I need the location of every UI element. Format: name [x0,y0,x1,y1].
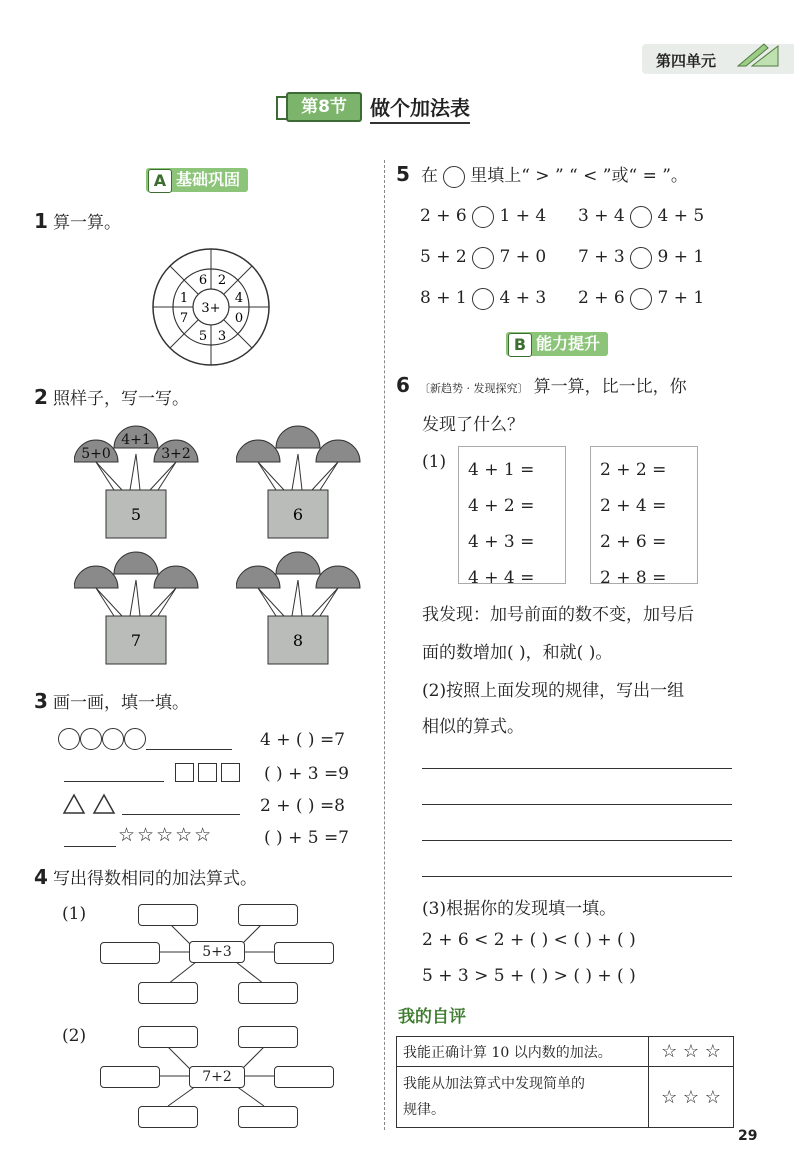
circle-shape [58,728,80,750]
q6-part-3: (3)根据你的发现填一填。 [422,899,617,919]
balloon [154,566,198,588]
q4-number: 4 [34,865,48,889]
answer-box[interactable] [138,1026,198,1048]
q4-center-2: 7+2 [189,1066,245,1088]
q6-text-1: 算一算，比一比，你 [533,377,687,397]
unit-label: 第四单元 [656,52,717,70]
expr-right: 1 + 4 [499,206,547,226]
expr-left: 7 + 3 [578,247,625,267]
question-4 [34,864,257,889]
answer-box[interactable] [238,904,298,926]
wheel-num: 5 [198,329,208,344]
question-2 [34,384,189,409]
q3-eq-2: ( ) + 3 =9 [264,764,349,784]
expr-right: 7 + 0 [499,247,547,267]
compare-row [420,245,546,269]
draw-blank[interactable] [64,763,164,782]
equation: 4 + 2 = [468,496,535,516]
equation: 4 + 1 = [468,460,535,480]
expr-left: 3 + 4 [578,206,625,226]
left-equations [468,452,534,596]
badge-basic-text: 基础巩固 [176,170,241,189]
compare-circle[interactable] [630,206,652,228]
balloon-label: 4+1 [121,432,151,448]
expr-left: 2 + 6 [420,206,467,226]
circle-shape [102,728,124,750]
wheel-num: 3 [217,329,227,344]
answer-box[interactable] [274,1066,334,1088]
q3-row-1-shapes [58,728,232,750]
q6-inequality-1: 2 + 6 < 2 + ( ) < ( ) + ( ) [422,930,636,950]
q6-tag: 〔新趋势 · 发现探究〕 [419,382,529,395]
balloon-tree [74,418,200,542]
expr-right: 7 + 1 [657,288,705,308]
equation: 4 + 3 = [468,532,535,552]
expr-left: 2 + 6 [578,288,625,308]
square-shape [221,763,240,782]
balloon [276,552,320,574]
square-shape [175,763,194,782]
writing-line[interactable] [422,804,732,805]
wheel-center: 3+ [201,301,221,316]
section-title: 做个加法表 [370,92,470,124]
circle-wheel [150,246,272,368]
balloon-tree [236,418,362,542]
q6-part-2-line-2: 相似的算式。 [422,717,524,737]
q3-eq-3: 2 + ( ) =8 [260,796,345,816]
q5-text-b: 里填上“ > ” “ < ”或“ = ”。 [470,166,688,186]
balloon-label: 3+2 [161,446,191,462]
self-eval-table [396,1036,734,1128]
answer-box[interactable] [100,942,160,964]
expr-left: 8 + 1 [420,288,467,308]
basket-number: 6 [292,505,304,524]
wheel-num: 4 [234,291,244,306]
self-eval-row-2 [397,1067,649,1128]
compare-circle[interactable] [630,288,652,310]
q5-text-a: 在 [421,166,439,186]
wheel-num: 0 [234,311,244,326]
page-number: 29 [738,1128,758,1144]
star-rating[interactable]: ☆ ☆ ☆ [649,1037,734,1067]
self-eval-row-2-line-1: 我能从加法算式中发现简单的 [403,1076,585,1092]
basket-number: 5 [130,505,142,524]
self-eval-title: 我的自评 [398,1007,466,1027]
ruler-icon [734,40,784,68]
compare-row [420,286,546,310]
question-5 [396,162,688,188]
question-6 [396,372,687,402]
q3-row-2-shapes [64,762,240,782]
q3-text: 画一画，填一填。 [53,693,190,713]
q1-text: 算一算。 [53,213,122,233]
circle-shape [80,728,102,750]
star-shapes: ☆☆☆☆☆ [118,824,214,846]
q4-part-2-label: (2) [62,1026,87,1046]
equation: 4 + 4 = [468,568,535,588]
triangle-shapes [62,793,122,815]
q4-center-1: 5+3 [189,941,245,963]
q5-number: 5 [396,162,410,186]
answer-box[interactable] [138,982,198,1004]
compare-row [578,245,704,269]
q4-text: 写出得数相同的加法算式。 [53,869,258,889]
q3-eq-1: 4 + ( ) =7 [260,730,345,750]
circle-shape [124,728,146,750]
expr-right: 4 + 5 [657,206,705,226]
q2-text: 照样子，写一写。 [53,389,190,409]
wheel-num: 1 [179,291,189,306]
badge-letter-a: A [148,169,172,193]
wheel-num: 7 [179,311,189,326]
q6-text-2: 发现了什么？ [422,415,524,435]
balloon [276,426,320,448]
answer-box[interactable] [238,1106,298,1128]
balloon [74,566,118,588]
balloon-tree [74,544,200,668]
compare-row [578,204,704,228]
basket-number: 8 [292,631,304,650]
compare-row [578,286,704,310]
answer-box[interactable] [238,982,298,1004]
balloon [236,566,280,588]
compare-circle[interactable] [472,247,494,269]
answer-box[interactable] [138,1106,198,1128]
compare-circle[interactable] [630,247,652,269]
q6-inequality-2: 5 + 3 > 5 + ( ) > ( ) + ( ) [422,966,636,986]
balloon [316,566,360,588]
answer-box[interactable] [238,1026,298,1048]
answer-box[interactable] [274,942,334,964]
expr-left: 5 + 2 [420,247,467,267]
q2-number: 2 [34,385,48,409]
question-1 [34,208,121,233]
writing-line[interactable] [422,840,732,841]
q6-finding-2: 面的数增加( )，和就( )。 [422,643,613,663]
star-rating[interactable]: ☆ ☆ ☆ [649,1067,734,1128]
draw-blank[interactable] [146,731,232,750]
draw-blank[interactable] [64,828,116,847]
answer-box[interactable] [138,904,198,926]
badge-advance-text: 能力提升 [536,334,601,353]
compare-circle[interactable] [472,206,494,228]
balloon-tree [236,544,362,668]
right-equations [600,452,666,596]
equation: 2 + 4 = [600,496,667,516]
equation: 2 + 8 = [600,568,667,588]
q3-number: 3 [34,689,48,713]
badge-basic [146,168,248,192]
question-3 [34,688,189,713]
balloon [236,440,280,462]
equation: 2 + 6 = [600,532,667,552]
balloon-label: 5+0 [81,446,111,462]
wheel-num: 6 [198,273,208,288]
self-eval-row-1: 我能正确计算 10 以内数的加法。 [397,1037,649,1067]
self-eval-row-2-line-2: 规律。 [403,1102,445,1118]
column-divider [384,160,385,1130]
balloon [114,552,158,574]
q6-number: 6 [396,373,410,397]
badge-advance [506,332,608,356]
compare-circle [443,166,465,188]
wheel-num: 2 [217,273,227,288]
expr-right: 4 + 3 [499,288,547,308]
q6-part-2-line-1: (2)按照上面发现的规律，写出一组 [422,681,685,701]
answer-box[interactable] [100,1066,160,1088]
q1-number: 1 [34,209,48,233]
balloon [316,440,360,462]
badge-letter-b: B [508,333,532,357]
expr-right: 9 + 1 [657,247,705,267]
q6-part-1-label: (1) [422,452,447,472]
equation: 2 + 2 = [600,460,667,480]
square-shape [198,763,217,782]
basket-number: 7 [130,631,142,650]
q6-finding-1: 我发现：加号前面的数不变，加号后 [422,605,694,625]
q4-part-1-label: (1) [62,904,87,924]
q3-eq-4: ( ) + 5 =7 [264,828,349,848]
section-badge: 第8节 [286,92,362,122]
draw-blank[interactable] [122,796,240,815]
compare-circle[interactable] [472,288,494,310]
compare-row [420,204,546,228]
writing-line[interactable] [422,768,732,769]
writing-line[interactable] [422,876,732,877]
